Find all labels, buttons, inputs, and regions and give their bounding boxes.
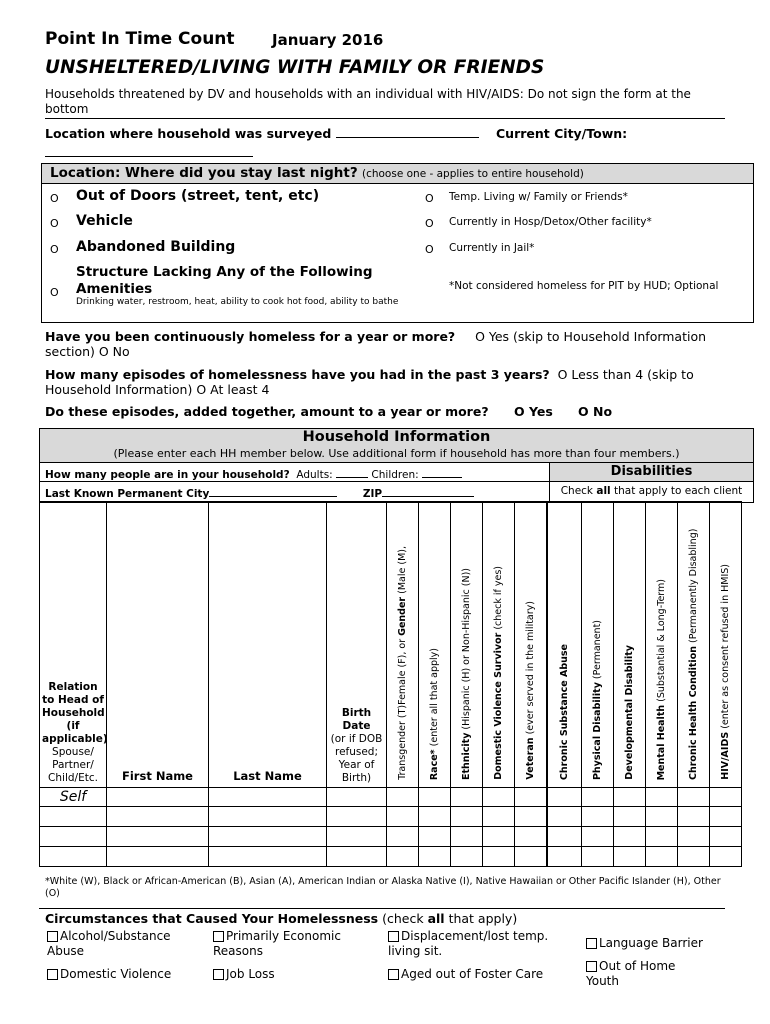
surveyed-label: Location where household was surveyed bbox=[45, 126, 332, 141]
signing-note: Households threatened by DV and households with an individual with HIV/AIDS: Do not sign the form at the bottom bbox=[45, 87, 691, 116]
option-structure-amenities: Amenities bbox=[76, 281, 153, 297]
children-blank[interactable] bbox=[422, 466, 462, 478]
radio-jail[interactable]: O bbox=[425, 243, 434, 256]
checkbox-economic[interactable]: Primarily Economic Reasons bbox=[213, 929, 341, 958]
circumstances-top-border bbox=[39, 908, 725, 909]
question-episodes: How many episodes of homelessness have you had in the past 3 years? O Less than 4 (skip to Household Information) O At least 4 bbox=[45, 367, 694, 397]
zip-blank[interactable] bbox=[382, 485, 474, 497]
option-jail: Currently in Jail* bbox=[449, 242, 535, 254]
option-vehicle: Vehicle bbox=[76, 213, 133, 229]
checkbox-language[interactable]: Language Barrier bbox=[586, 936, 703, 950]
col-veteran: Veteran (ever served in the military) bbox=[515, 502, 547, 788]
checkbox-job-loss[interactable]: Job Loss bbox=[213, 967, 275, 981]
checkbox-language-box[interactable] bbox=[586, 938, 597, 949]
checkbox-youth-box[interactable] bbox=[586, 961, 597, 972]
q2-options[interactable]: O Less than 4 (skip to Household Information) O At least 4 bbox=[45, 367, 694, 397]
checkbox-dv-box[interactable] bbox=[47, 969, 58, 980]
self-cell: Self bbox=[40, 788, 107, 807]
surveyed-blank[interactable] bbox=[336, 126, 479, 138]
last-city-blank[interactable] bbox=[209, 485, 337, 497]
structure-detail: Drinking water, restroom, heat, ability to cook hot food, ability to bathe bbox=[76, 297, 399, 307]
city-label: Current City/Town: bbox=[496, 126, 628, 141]
option-abandoned-building: Abandoned Building bbox=[76, 239, 236, 255]
col-relation: Relation to Head of Household (if applicable) Spouse/ Partner/ Child/Etc. bbox=[40, 502, 107, 788]
header-divider bbox=[45, 118, 725, 119]
col-last-name: Last Name bbox=[209, 502, 327, 788]
surveyed-location-field[interactable] bbox=[45, 126, 479, 141]
radio-hospital[interactable]: O bbox=[425, 217, 434, 230]
circumstances-title: Circumstances that Caused Your Homelessness (check all that apply) bbox=[45, 911, 518, 926]
checkbox-foster-care-box[interactable] bbox=[388, 969, 399, 980]
checkbox-alcohol-box[interactable] bbox=[47, 931, 58, 942]
checkbox-displacement[interactable]: Displacement/lost temp. living sit. bbox=[388, 929, 549, 958]
location-heading: Location: Where did you stay last night? (choose one - applies to entire household) bbox=[50, 165, 584, 181]
q3-no[interactable]: O No bbox=[578, 404, 613, 419]
checkbox-out-of-home-youth[interactable]: Out of Home Youth bbox=[586, 959, 676, 988]
hh-line-2 bbox=[40, 481, 753, 482]
col-gender: Transgender (T)Female (F), or Gender (Male (M), bbox=[387, 502, 419, 788]
checkbox-job-loss-box[interactable] bbox=[213, 969, 224, 980]
table-row[interactable] bbox=[40, 847, 770, 867]
last-city-field[interactable]: Last Known Permanent City ZIP bbox=[45, 485, 474, 500]
option-structure-lacking: Structure Lacking Any of the Following bbox=[76, 264, 373, 280]
col-ethnicity: Ethnicity (Hispanic (H) or Non-Hispanic (N)) bbox=[451, 502, 483, 788]
col-race: Race* (enter all that apply) bbox=[419, 502, 451, 788]
spacer-cell bbox=[742, 502, 770, 788]
form-subtitle: UNSHELTERED/LIVING WITH FAMILY OR FRIENDS bbox=[45, 57, 545, 78]
question-continuous: Have you been continuously homeless for a year or more? O Yes (skip to Household Information section) O No bbox=[45, 329, 707, 359]
checkbox-domestic-violence[interactable]: Domestic Violence bbox=[47, 967, 171, 981]
table-row[interactable] bbox=[40, 827, 770, 847]
radio-temp-living[interactable]: O bbox=[425, 192, 434, 205]
table-row[interactable] bbox=[40, 788, 770, 807]
col-dv-survivor: Domestic Violence Survivor (check if yes) bbox=[483, 502, 515, 788]
table-row[interactable] bbox=[40, 807, 770, 827]
form-date: January 2016 bbox=[272, 31, 384, 49]
question-year-total: Do these episodes, added together, amount to a year or more? bbox=[45, 404, 489, 419]
col-chronic-substance-abuse: Chronic Substance Abuse bbox=[547, 502, 582, 788]
disabilities-title: Disabilities bbox=[610, 464, 693, 479]
col-physical-disability: Physical Disability (Permanent) bbox=[582, 502, 614, 788]
checkbox-alcohol[interactable]: Alcohol/Substance Abuse bbox=[47, 929, 171, 958]
checkbox-displacement-box[interactable] bbox=[388, 931, 399, 942]
q1-options[interactable]: O Yes (skip to Household Information section) O No bbox=[45, 329, 707, 359]
city-blank[interactable] bbox=[45, 156, 253, 157]
radio-out-of-doors[interactable]: O bbox=[50, 192, 59, 205]
radio-vehicle[interactable]: O bbox=[50, 217, 59, 230]
household-table bbox=[39, 501, 770, 867]
check-all-note: Check all that apply to each client bbox=[560, 485, 743, 497]
race-footnote: *White (W), Black or African-American (B), Asian (A), American Indian or Alaska Native (I), Native Hawaiian or Other Pacific Islander (H), Other (O) bbox=[45, 876, 721, 899]
header-row bbox=[40, 502, 770, 788]
household-instructions: (Please enter each HH member below. Use additional form if household has more than four members.) bbox=[113, 447, 680, 460]
q3-yes[interactable]: O Yes bbox=[514, 404, 553, 419]
checkbox-foster-care[interactable]: Aged out of Foster Care bbox=[388, 967, 543, 981]
hud-footnote: *Not considered homeless for PIT by HUD; Optional bbox=[449, 280, 719, 292]
adults-blank[interactable] bbox=[336, 466, 368, 478]
col-birth-date: Birth Date (or if DOB refused; Year of Birth) bbox=[327, 502, 387, 788]
radio-abandoned-building[interactable]: O bbox=[50, 243, 59, 256]
radio-structure-lacking[interactable]: O bbox=[50, 286, 59, 299]
form-title: Point In Time Count bbox=[45, 29, 235, 49]
option-out-of-doors: Out of Doors (street, tent, etc) bbox=[76, 188, 320, 204]
col-chronic-health: Chronic Health Condition (Permanently Disabling) bbox=[678, 502, 710, 788]
people-count-field[interactable]: How many people are in your household? Adults: Children: bbox=[45, 466, 462, 481]
household-title: Household Information bbox=[302, 429, 491, 445]
col-mental-health: Mental Health (Substantial & Long-Term) bbox=[646, 502, 678, 788]
option-hospital: Currently in Hosp/Detox/Other facility* bbox=[449, 216, 652, 228]
col-first-name: First Name bbox=[107, 502, 209, 788]
col-developmental-disability: Developmental Disability bbox=[614, 502, 646, 788]
option-temp-living: Temp. Living w/ Family or Friends* bbox=[449, 191, 628, 203]
col-hiv-aids: HIV/AIDS (enter as consent refused in HMIS) bbox=[710, 502, 742, 788]
checkbox-economic-box[interactable] bbox=[213, 931, 224, 942]
